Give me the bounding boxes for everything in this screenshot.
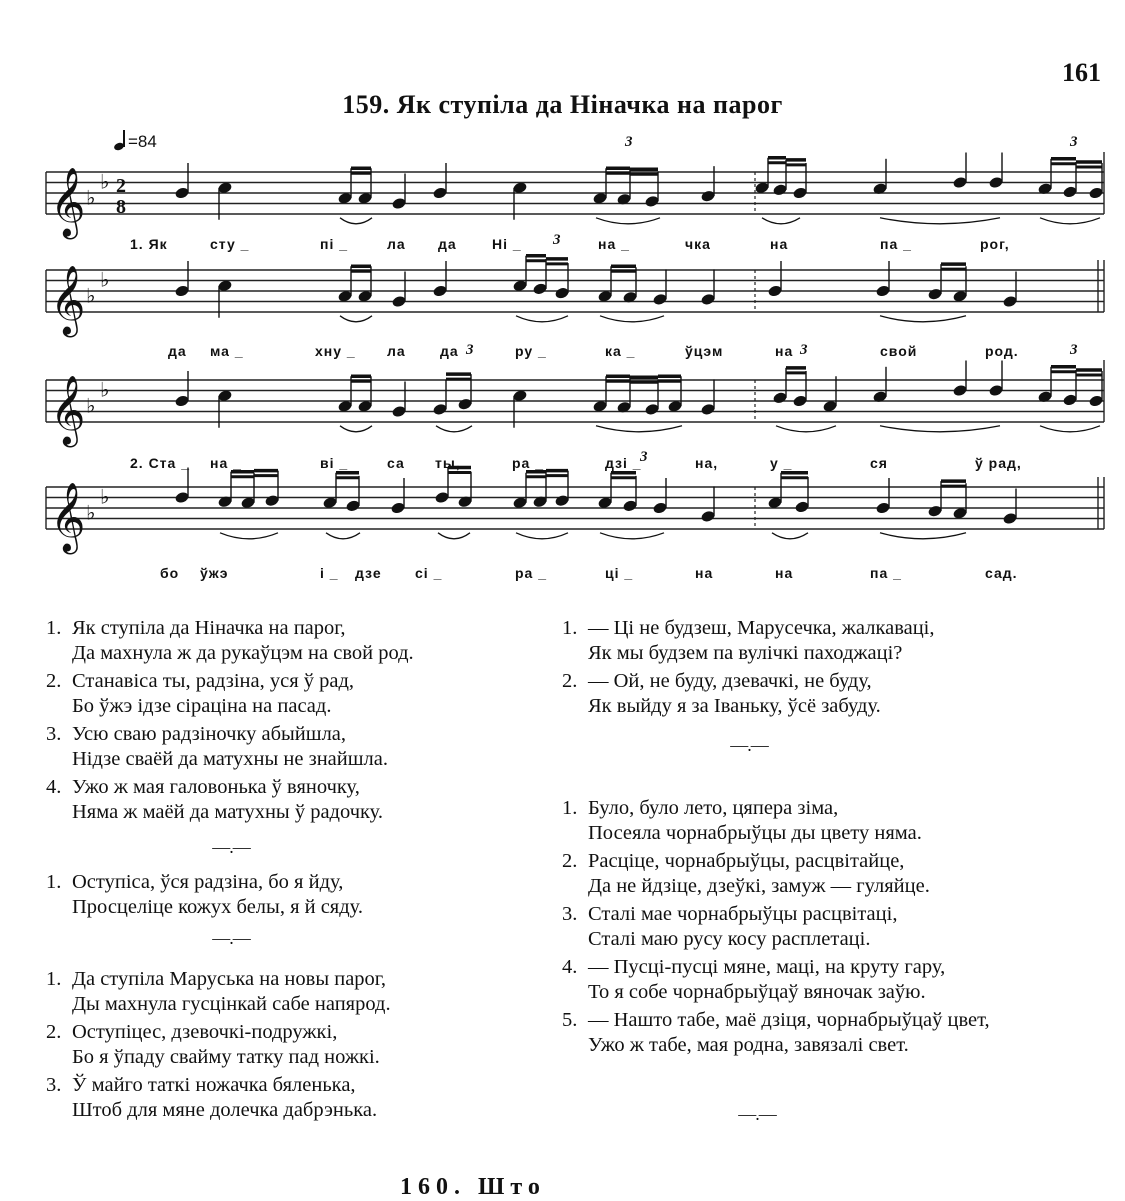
stanza: [562, 616, 1107, 666]
lyric-syllable: ці _: [605, 565, 634, 581]
verse-line: Як выйду я за Іваньку, ўсё забуду.: [588, 695, 881, 717]
right-verses-column: [562, 616, 1107, 1127]
lyric-syllable: ла: [387, 236, 406, 252]
verse-line: Посеяла чорнабрыўцы ды цвету няма.: [588, 822, 922, 844]
section-separator: —.—: [212, 837, 250, 857]
lyric-syllable: да: [168, 343, 187, 359]
lyric-syllable: ся: [870, 455, 888, 471]
slur: [1040, 426, 1100, 432]
stanza-number: 2.: [562, 670, 578, 692]
verse-line: Няма ж маёй да матухны ў радочку.: [72, 801, 383, 823]
flat-sign-icon: ♭: [100, 267, 110, 292]
flat-sign-icon: ♭: [86, 500, 96, 525]
lyric-syllable: род.: [985, 343, 1019, 359]
song-title: 159. Як ступіла да Ніначка на парог: [342, 90, 783, 119]
triplet-mark: 3: [1070, 342, 1078, 358]
lyric-syllable: сад.: [985, 565, 1018, 581]
stanza: [46, 722, 546, 772]
stanza: [46, 669, 546, 719]
stanza: [562, 669, 1107, 719]
lyric-syllable: на _: [598, 236, 630, 252]
verse-line: Ужо ж мая галовонька ў вяночку,: [72, 776, 360, 798]
stanza: [562, 1008, 1107, 1058]
stanza: [562, 902, 1107, 952]
stanza: [562, 849, 1107, 899]
stanza: [46, 616, 546, 666]
flat-sign-icon: ♭: [100, 377, 110, 402]
verse-line: Бо я ўпаду свайму татку пад ножкі.: [72, 1046, 380, 1068]
triplet-mark: 3: [800, 342, 808, 358]
stanza: [562, 955, 1107, 1005]
lyric-syllable: да: [438, 236, 457, 252]
lyric-syllable: 1. Як: [130, 236, 168, 252]
lyrics-line: [0, 343, 1125, 367]
lyric-syllable: у _: [770, 455, 793, 471]
slur: [516, 316, 568, 322]
slur: [762, 218, 800, 224]
lyric-syllable: і _: [320, 565, 339, 581]
lyric-syllable: хну _: [315, 343, 356, 359]
verse-line: Бо ўжэ ідзе сіраціна на пасад.: [72, 695, 332, 717]
verse-line: Да ступіла Маруська на новы парог,: [72, 968, 387, 990]
slur: [326, 533, 360, 539]
slur: [880, 426, 1000, 432]
flat-sign-icon: ♭: [86, 185, 96, 210]
stanza: [46, 870, 546, 920]
verse-line: То я собе чорнабрыўцаў вяночак заўю.: [588, 981, 926, 1003]
lyric-syllable: на: [695, 565, 714, 581]
slur: [880, 218, 1000, 224]
next-song-heading-cut: [400, 1174, 660, 1200]
time-signature-bottom: 8: [116, 195, 126, 218]
tempo-value: =84: [128, 132, 157, 151]
lyrics-line: [0, 455, 1125, 479]
stanza-number: 2.: [46, 1021, 62, 1043]
lyric-syllable: ра _: [515, 565, 548, 581]
lyric-syllable: свой: [880, 343, 918, 359]
verse-line: Штоб для мяне долечка дабрэнька.: [72, 1099, 378, 1121]
slur: [220, 533, 278, 539]
stanza-number: 2.: [46, 670, 62, 692]
slur: [596, 426, 682, 432]
lyric-syllable: на,: [695, 455, 719, 471]
stanza-number: 3.: [46, 723, 62, 745]
stanza-number: 3.: [562, 903, 578, 925]
lyric-syllable: рог,: [980, 236, 1010, 252]
lyric-syllable: бо: [160, 565, 180, 581]
verse-line: Ужо ж табе, мая родна, завязалі свет.: [588, 1034, 909, 1056]
slur: [340, 218, 372, 224]
stanza: [46, 1020, 546, 1070]
flat-sign-icon: ♭: [86, 393, 96, 418]
slur: [516, 533, 568, 539]
verse-line: Як мы будзем па вулічкі паходжаці?: [588, 642, 903, 664]
time-signature-top: 2: [116, 174, 126, 197]
stanza: [46, 775, 546, 825]
slur: [600, 533, 664, 539]
stanza-number: 2.: [562, 850, 578, 872]
treble-clef-icon: 𝄞: [50, 482, 86, 552]
lyric-syllable: пі _: [320, 236, 349, 252]
lyrics-line: [0, 565, 1125, 589]
section-separator: —.—: [730, 735, 768, 755]
verse-line: — Пусці-пусці мяне, маці, на круту гару,: [588, 956, 946, 978]
lyric-syllable: дзі _: [605, 455, 642, 471]
slur: [880, 533, 966, 539]
slur: [772, 533, 808, 539]
stanza-number: 1.: [562, 797, 578, 819]
stanza-number: 1.: [46, 617, 62, 639]
verse-line: Усю сваю радзіночку абыйшла,: [72, 723, 347, 745]
lyric-syllable: ру _: [515, 343, 547, 359]
verse-line: Ў майго таткі ножачка бяленька,: [72, 1074, 356, 1096]
lyric-syllable: сі _: [415, 565, 443, 581]
triplet-mark: 3: [553, 232, 561, 248]
lyric-syllable: ты,: [435, 455, 461, 471]
lyric-syllable: па _: [880, 236, 912, 252]
stanza-number: 5.: [562, 1009, 578, 1031]
slur: [340, 316, 372, 322]
slur: [880, 316, 966, 322]
lyric-syllable: ра _: [512, 455, 545, 471]
lyrics-line: [0, 236, 1125, 260]
page-number: 161: [1062, 58, 1101, 87]
verse-line: Ды махнула гусцінкай сабе напярод.: [72, 993, 391, 1015]
verse-line: Расціце, чорнабрыўцы, расцвітайце,: [588, 850, 905, 872]
verse-line: — Ці не будзеш, Марусечка, жалкаваці,: [588, 617, 935, 639]
verse-line: Станавіса ты, радзіна, уся ў рад,: [72, 670, 355, 692]
slur: [596, 218, 660, 224]
lyric-syllable: па _: [870, 565, 902, 581]
verse-line: Сталі маю русу косу расплетаці.: [588, 928, 871, 950]
lyric-syllable: дзе: [355, 565, 382, 581]
lyric-syllable: да: [440, 343, 459, 359]
slur: [436, 426, 472, 432]
next-song-heading: 160. Што: [400, 1174, 546, 1200]
flat-sign-icon: ♭: [86, 283, 96, 308]
stanza-number: 4.: [562, 956, 578, 978]
lyric-syllable: чка: [685, 236, 711, 252]
slur: [1040, 218, 1100, 224]
flat-sign-icon: ♭: [100, 484, 110, 509]
lyric-syllable: сту _: [210, 236, 250, 252]
treble-clef-icon: 𝄞: [50, 167, 86, 237]
verse-line: Нідзе сваёй да матухны не знайшла.: [72, 748, 388, 770]
triplet-mark: 3: [466, 342, 474, 358]
verse-line: Да не йдзіце, дзеўкі, замуж — гуляйце.: [588, 875, 930, 897]
music-notation: [0, 0, 1125, 600]
lyric-syllable: 2. Ста _: [130, 455, 190, 471]
verse-line: Як ступіла да Ніначка на парог,: [72, 617, 346, 639]
lyric-syllable: на: [775, 343, 794, 359]
stanza-number: 1.: [46, 871, 62, 893]
triplet-mark: 3: [640, 449, 648, 465]
slur: [600, 316, 664, 322]
verse-line: Було, було лето, цяпера зіма,: [588, 797, 839, 819]
triplet-mark: 3: [1070, 134, 1078, 150]
lyric-syllable: са: [387, 455, 405, 471]
stanza: [46, 967, 546, 1017]
treble-clef-icon: 𝄞: [50, 265, 86, 335]
verse-line: Просцеліце кожух белы, я й сяду.: [72, 896, 363, 918]
treble-clef-icon: 𝄞: [50, 375, 86, 445]
slur: [776, 426, 836, 432]
lyric-syllable: ўжэ: [200, 565, 229, 581]
verse-line: Да махнула ж да рукаўцэм на свой род.: [72, 642, 414, 664]
left-verses-column: [46, 616, 546, 1126]
lyric-syllable: на: [775, 565, 794, 581]
lyric-syllable: ў рад,: [975, 455, 1022, 471]
lyric-syllable: на _: [210, 455, 242, 471]
lyric-syllable: ка _: [605, 343, 636, 359]
verse-line: — Ой, не буду, дзевачкі, не буду,: [588, 670, 872, 692]
verse-line: Оступіса, ўся радзіна, бо я йду,: [72, 871, 344, 893]
stanza-number: 1.: [562, 617, 578, 639]
lyric-syllable: на: [770, 236, 789, 252]
verse-line: Сталі мае чорнабрыўцы расцвітаці,: [588, 903, 898, 925]
verse-line: — Нашто табе, маё дзіця, чорнабрыўцаў цвет,: [588, 1009, 990, 1031]
stanza-number: 4.: [46, 776, 62, 798]
lyric-syllable: ма _: [210, 343, 244, 359]
slur: [340, 426, 372, 432]
lyric-syllable: ўцэм: [685, 343, 724, 359]
flat-sign-icon: ♭: [100, 169, 110, 194]
lyric-syllable: Ні _: [492, 236, 522, 252]
stanza: [562, 796, 1107, 846]
stanza-number: 1.: [46, 968, 62, 990]
stanza-number: 3.: [46, 1074, 62, 1096]
stanza: [46, 1073, 546, 1123]
section-separator: —.—: [212, 928, 250, 948]
triplet-mark: 3: [625, 134, 633, 150]
lyric-syllable: ла: [387, 343, 406, 359]
lyric-syllable: ві _: [320, 455, 349, 471]
verse-line: Оступіцес, дзевочкі-подружкі,: [72, 1021, 338, 1043]
section-separator: —.—: [738, 1104, 776, 1124]
slur: [438, 533, 470, 539]
